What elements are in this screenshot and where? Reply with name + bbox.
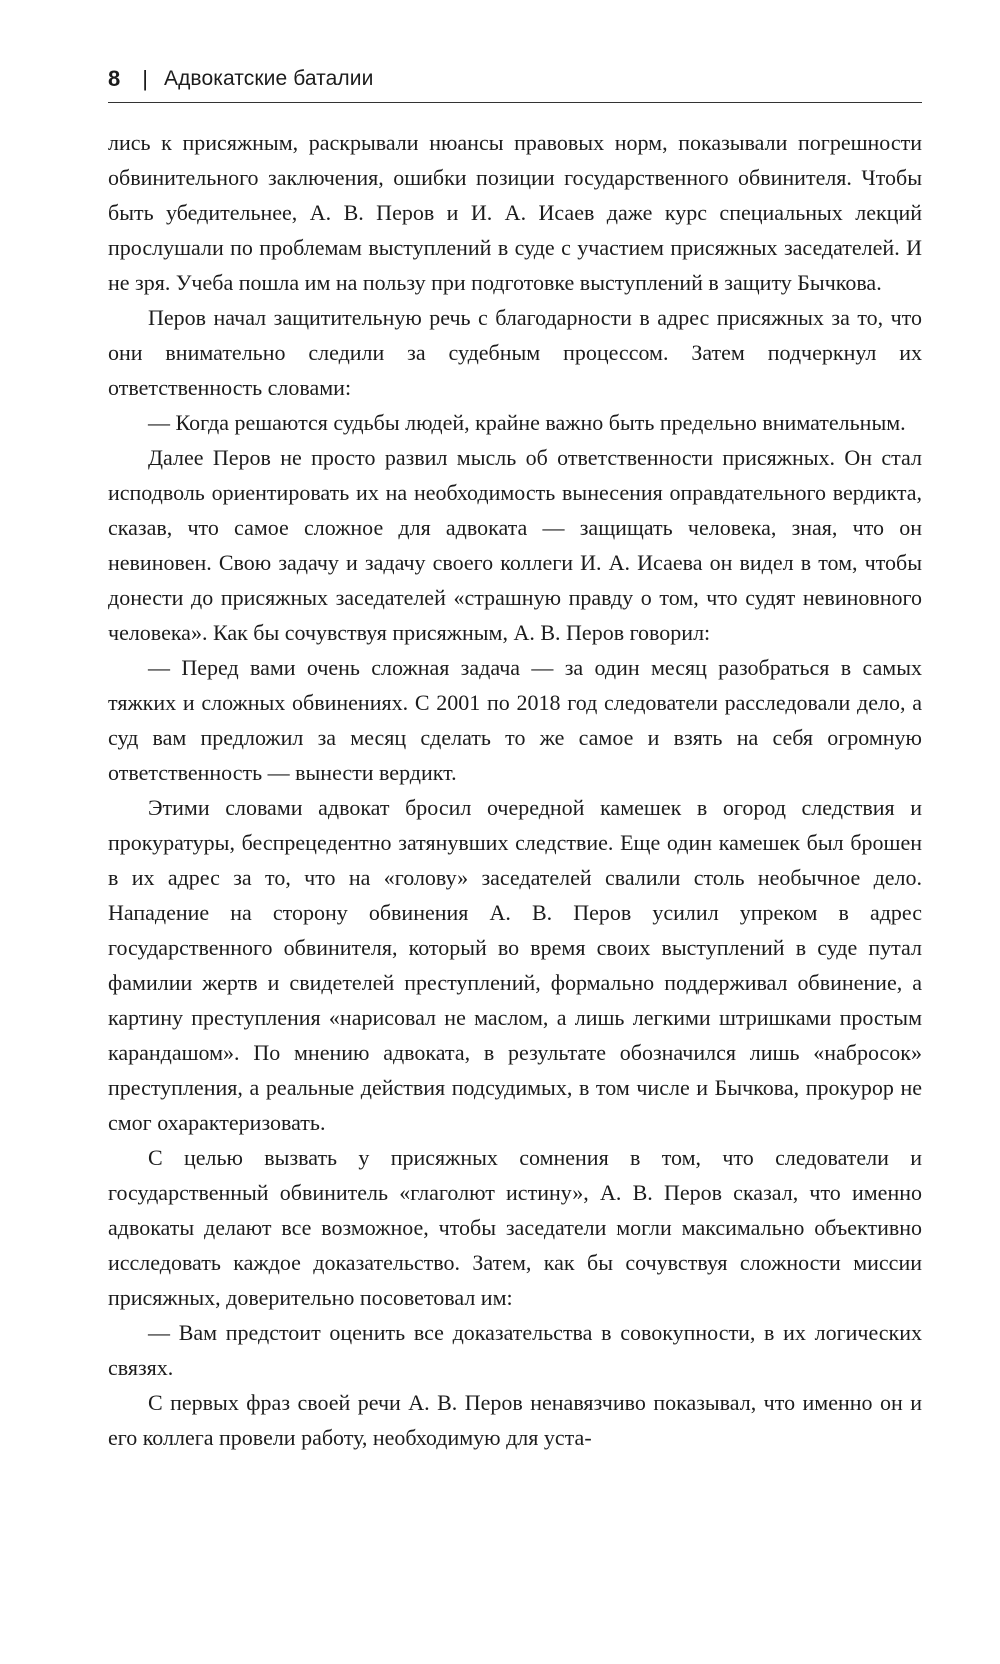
quote-1: — Когда решаются судьбы людей, крайне важно быть предельно внимательным.: [148, 410, 906, 435]
quote-2: — Перед вами очень сложная задача — за один месяц разобраться в самых тяжких и сложных обвинениях. С 2001 по 2018 год следователи расследовали дело, а суд вам предложил за месяц сделать то же самое и взять на себя огромную ответственность — вынести вердикт.: [108, 655, 922, 785]
quote-3: — Вам предстоит оценить все доказательства в совокупности, в их логических связях.: [108, 1320, 922, 1380]
paragraph-4: Этими словами адвокат бросил очередной камешек в огород следствия и прокуратуры, беспрецедентно затянувших следствие. Еще один камешек был брошен в их адрес за то, что на «голову» заседателей свалили столь необычное дело. Нападение на сторону обвинения А. В. Перов усилил упреком в адрес государственного обвинителя, который во время своих выступлений в суде путал фамилии жертв и свидетелей преступлений, формально поддерживал обвинение, а картину преступления «нарисовал не маслом, а лишь легкими штришками простым карандашом». По мнению адвоката, в результате обозначился лишь «набросок» преступления, а реальные действия подсудимых, в том числе и Бычкова, прокурор не смог охарактеризовать.: [108, 795, 922, 1135]
running-header: [108, 62, 922, 96]
paragraph-1: лись к присяжным, раскрывали нюансы правовых норм, показывали погрешности обвинительного заключения, ошибки позиции государственного обвинителя. Чтобы быть убедительнее, А. В. Перов и И. А. Исаев даже курс специальных лекций прослушали по проблемам выступлений в суде с участием присяжных заседателей. И не зря. Учеба пошла им на пользу при подготовке выступлений в защиту Бычкова.: [108, 130, 922, 295]
paragraph-2: Перов начал защитительную речь с благодарности в адрес присяжных за то, что они внимательно следили за судебным процессом. Затем подчеркнул их ответственность словами:: [108, 305, 922, 400]
paragraph-6: С первых фраз своей речи А. В. Перов ненавязчиво показывал, что именно он и его коллега провели работу, необходимую для уста-: [108, 1390, 922, 1450]
page-number: 8: [108, 66, 121, 91]
paragraph-5: С целью вызвать у присяжных сомнения в том, что следователи и государственный обвинитель «глаголют истину», А. В. Перов сказал, что именно адвокаты делают все возможное, чтобы заседатели могли максимально объективно исследовать каждое доказательство. Затем, как бы сочувствуя сложности миссии присяжных, доверительно посоветовал им:: [108, 1145, 922, 1310]
paragraph-3: Далее Перов не просто развил мысль об ответственности присяжных. Он стал исподволь ориентировать их на необходимость вынесения оправдательного вердикта, сказав, что самое сложное для адвоката — защищать человека, зная, что он невиновен. Свою задачу и задачу своего коллеги И. А. Исаева он видел в том, чтобы донести до присяжных заседателей «страшную правду о том, что судят невиновного человека». Как бы сочувствуя присяжным, А. В. Перов говорил:: [108, 445, 922, 645]
book-page: [108, 62, 922, 1455]
running-title: Адвокатские баталии: [163, 67, 374, 90]
header-rule: [108, 102, 922, 103]
header-separator: |: [142, 66, 148, 91]
body-text: [108, 125, 922, 1455]
